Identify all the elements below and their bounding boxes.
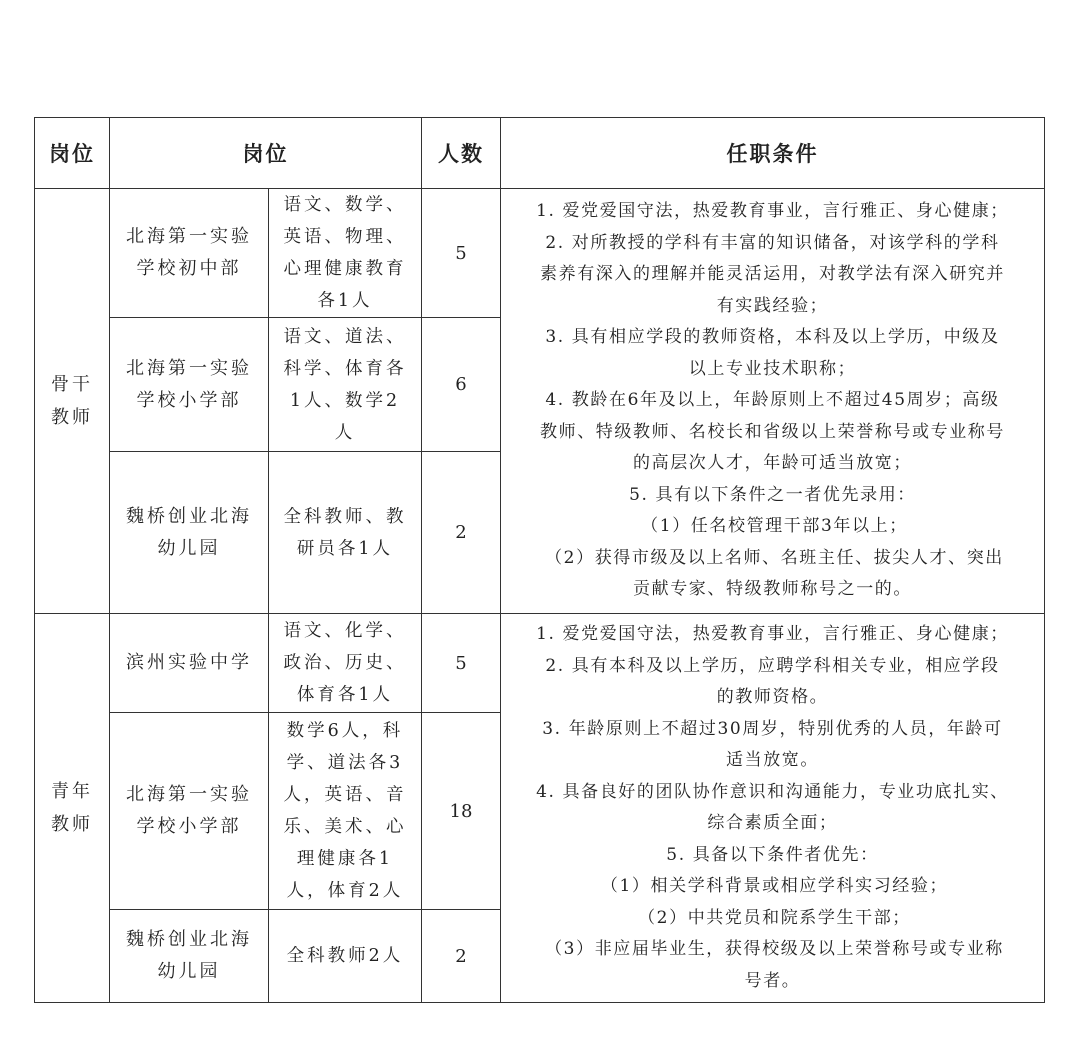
header-requirements: 任职条件 [501,118,1045,189]
requirement-line: 3. 年龄原则上不超过30周岁，特别优秀的人员，年龄可 [542,718,1003,739]
count-cell: 18 [422,713,501,910]
requirement-line: （1）任名校管理干部3年以上； [641,516,908,537]
school-cell: 北海第一实验 学校初中部 [110,189,269,318]
category-cell: 骨干 教师 [35,189,110,614]
school-cell: 魏桥创业北海 幼儿园 [110,910,269,1003]
header-row [35,118,1045,189]
requirement-line: （2）获得市级及以上名师、名班主任、拔尖人才、突出 [545,547,1004,568]
requirements-cell [501,614,1045,1003]
requirement-line: 适当放宽。 [726,750,819,770]
table-row [35,189,1045,318]
requirements-cell [501,189,1045,614]
school-cell: 滨州实验中学 [110,614,269,713]
requirement-line: 教师、特级教师、名校长和省级以上荣誉称号或专业称号 [540,421,1005,442]
recruitment-table [34,117,1045,1003]
requirement-line: 3. 具有相应学段的教师资格，本科及以上学历，中级及 [545,327,1000,348]
requirement-line: 1. 爱党爱国守法，热爱教育事业，言行雅正、身心健康； [536,201,1009,222]
subjects-cell: 语文、道法、 科学、体育各 1人、数学2 人 [269,318,422,452]
requirement-line: 2. 对所教授的学科有丰富的知识储备，对该学科的学科 [545,232,1000,253]
table-row [35,614,1045,713]
requirement-line: （2）中共党员和院系学生干部； [638,907,911,928]
header-position: 岗位 [110,118,422,189]
requirement-line: 的教师资格。 [716,687,829,707]
requirement-line: 素养有深入的理解并能灵活运用，对教学法有深入研究并 [540,264,1005,285]
requirement-line: 4. 教龄在6年及以上，年龄原则上不超过45周岁；高级 [545,390,1000,411]
subjects-cell: 语文、化学、 政治、历史、 体育各1人 [269,614,422,713]
count-cell: 2 [422,910,501,1003]
header-category: 岗位 [35,118,110,189]
school-cell: 北海第一实验 学校小学部 [110,713,269,910]
requirement-line: 有实践经验； [716,295,829,316]
requirement-line: 号者。 [744,970,801,991]
requirement-line: 4. 具备良好的团队协作意识和沟通能力，专业功底扎实、 [536,781,1009,802]
subjects-cell: 语文、数学、 英语、物理、 心理健康教育 各1人 [269,189,422,318]
requirement-line: 5. 具备以下条件者优先： [666,844,879,865]
count-cell: 5 [422,614,501,713]
category-cell: 青年 教师 [35,614,110,1003]
subjects-cell: 全科教师2人 [269,910,422,1003]
requirement-line: （1）相关学科背景或相应学科实习经验； [600,876,949,896]
school-cell: 魏桥创业北海 幼儿园 [110,452,269,614]
requirement-line: 综合素质全面； [707,813,838,833]
count-cell: 2 [422,452,501,614]
requirement-line: 1. 爱党爱国守法，热爱教育事业，言行雅正、身心健康； [536,624,1009,644]
requirement-line: 的高层次人才，年龄可适当放宽； [633,453,912,474]
requirement-line: （3）非应届毕业生，获得校级及以上荣誉称号或专业称 [545,939,1004,959]
requirement-line: 以上专业技术职称； [688,358,857,379]
count-cell: 6 [422,318,501,452]
school-cell: 北海第一实验 学校小学部 [110,318,269,452]
requirement-line: 2. 具有本科及以上学历，应聘学科相关专业，相应学段 [545,655,1000,676]
requirement-line: 5. 具有以下条件之一者优先录用： [629,484,916,505]
subjects-cell: 数学6人，科 学、道法各3 人，英语、音 乐、美术、心 理健康各1 人，体育2人 [269,713,422,910]
count-cell: 5 [422,189,501,318]
header-count: 人数 [422,118,501,189]
requirement-line: 贡献专家、特级教师称号之一的。 [633,579,912,600]
subjects-cell: 全科教师、教 研员各1人 [269,452,422,614]
